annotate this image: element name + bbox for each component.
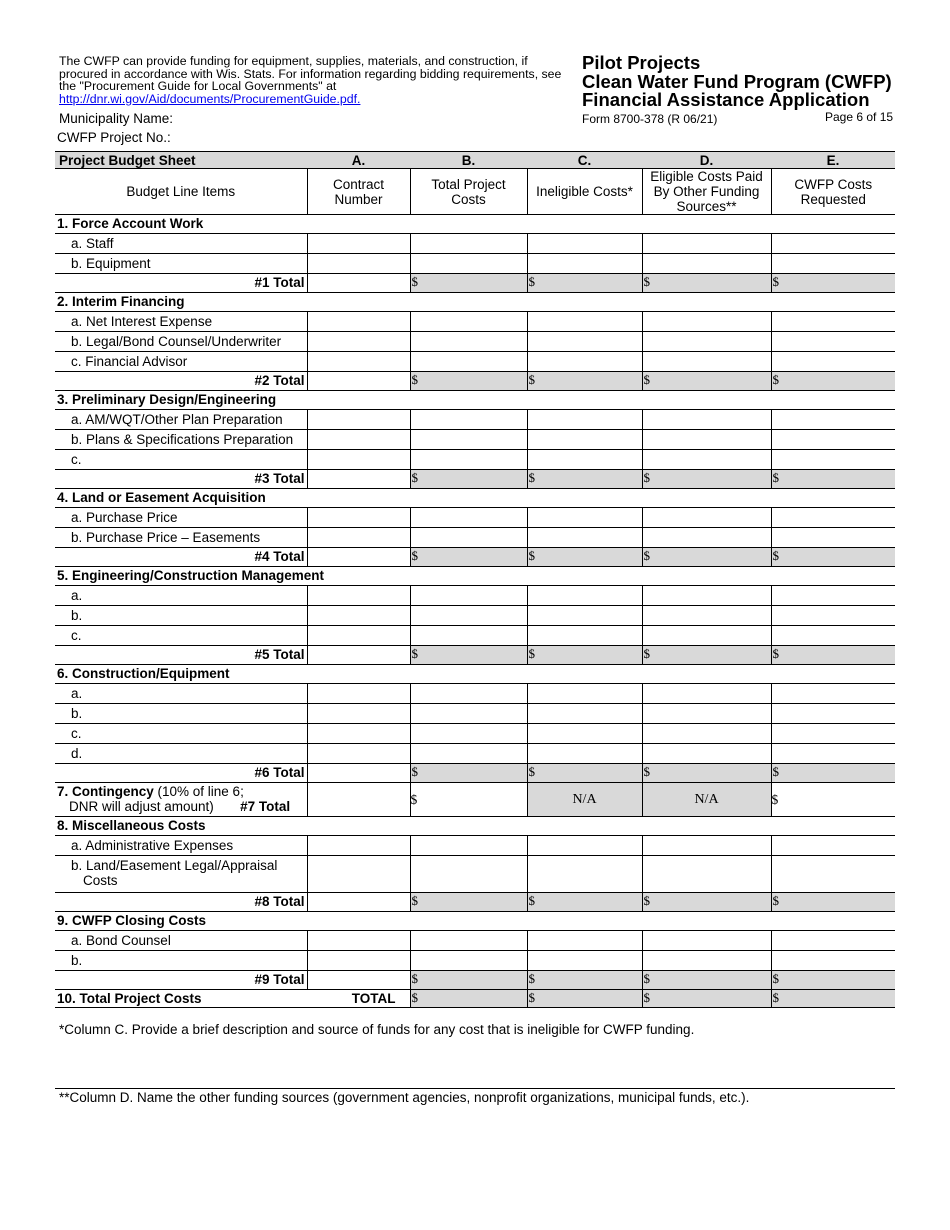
line-item-row: b. Land/Easement Legal/Appraisal Costs bbox=[55, 856, 895, 893]
section-8-row bbox=[55, 817, 895, 836]
total-row: #4 Total $ $ $ $ bbox=[55, 548, 895, 567]
line-item-row: c. bbox=[55, 450, 895, 470]
header-total-project-costs: Total Project Costs bbox=[410, 169, 527, 215]
line-item-row: c. bbox=[55, 626, 895, 646]
grand-total-cell[interactable]: $ bbox=[527, 990, 642, 1008]
section-6-row bbox=[55, 665, 895, 684]
header-eligible-costs-other: Eligible Costs Paid By Other Funding Sources** bbox=[642, 169, 771, 215]
total-cell[interactable]: $ bbox=[410, 764, 527, 783]
form-number: Form 8700-378 (R 06/21) bbox=[582, 112, 718, 126]
line-item-row: b. Plans & Specifications Preparation bbox=[55, 430, 895, 450]
line-item-row: a. bbox=[55, 684, 895, 704]
total-cell[interactable]: $ bbox=[527, 470, 642, 489]
total-cell[interactable]: $ bbox=[410, 470, 527, 489]
grand-total-cell[interactable]: $ bbox=[410, 990, 527, 1008]
total-cell[interactable]: $ bbox=[642, 548, 771, 567]
total-cell[interactable]: $ bbox=[642, 893, 771, 912]
total-cell[interactable]: $ bbox=[771, 893, 895, 912]
page-number: Page 6 of 15 bbox=[825, 110, 894, 124]
contingency-na-c: N/A bbox=[527, 783, 642, 817]
line-item-row: b. Equipment bbox=[55, 254, 895, 274]
procurement-guide-link[interactable]: http://dnr.wi.gov/Aid/documents/ProcurementGuide.pdf. bbox=[59, 91, 361, 106]
line-item-row: c. bbox=[55, 724, 895, 744]
section-title: 1. Force Account Work bbox=[55, 215, 895, 234]
total-cell[interactable]: $ bbox=[527, 971, 642, 990]
col-letter-a: A. bbox=[307, 152, 410, 169]
contingency-total-b[interactable]: $ bbox=[410, 783, 527, 817]
header-contract-number: Contract Number bbox=[307, 169, 410, 215]
section-title: 3. Preliminary Design/Engineering bbox=[55, 391, 895, 410]
col-letter-b: B. bbox=[410, 152, 527, 169]
line-item-row: a. Purchase Price bbox=[55, 508, 895, 528]
line-item-row: a. Administrative Expenses bbox=[55, 836, 895, 856]
total-cell[interactable]: $ bbox=[410, 646, 527, 665]
header-cwfp-costs-requested: CWFP Costs Requested bbox=[771, 169, 895, 215]
total-cell[interactable]: $ bbox=[527, 646, 642, 665]
total-cell[interactable]: $ bbox=[771, 548, 895, 567]
sheet-header-row bbox=[55, 152, 895, 169]
section-title: 4. Land or Easement Acquisition bbox=[55, 489, 895, 508]
total-cell[interactable]: $ bbox=[527, 548, 642, 567]
line-item-row: a. Net Interest Expense bbox=[55, 312, 895, 332]
total-cell[interactable]: $ bbox=[527, 893, 642, 912]
title-line-3: Financial Assistance Application bbox=[582, 89, 870, 110]
project-budget-table bbox=[55, 151, 895, 1008]
total-cell[interactable]: $ bbox=[771, 764, 895, 783]
col-letter-e: E. bbox=[771, 152, 895, 169]
total-row: #3 Total $ $ $ $ bbox=[55, 470, 895, 489]
grand-total-word: TOTAL bbox=[307, 990, 410, 1008]
total-cell[interactable]: $ bbox=[642, 764, 771, 783]
total-cell[interactable]: $ bbox=[642, 971, 771, 990]
title-line-1: Pilot Projects bbox=[582, 52, 701, 73]
section-4-row bbox=[55, 489, 895, 508]
total-cell[interactable]: $ bbox=[410, 372, 527, 391]
section-title: 8. Miscellaneous Costs bbox=[55, 817, 895, 836]
line-item-row: a. Staff bbox=[55, 234, 895, 254]
header-budget-line-items: Budget Line Items bbox=[55, 169, 307, 215]
col-letter-c: C. bbox=[527, 152, 642, 169]
grand-total-label: 10. Total Project Costs bbox=[55, 990, 307, 1008]
section-9-row bbox=[55, 912, 895, 931]
total-cell[interactable]: $ bbox=[771, 971, 895, 990]
header-ineligible-costs: Ineligible Costs* bbox=[527, 169, 642, 215]
title-line-2: Clean Water Fund Program (CWFP) bbox=[582, 70, 892, 92]
section-title: 9. CWFP Closing Costs bbox=[55, 912, 895, 931]
section-title: 6. Construction/Equipment bbox=[55, 665, 895, 684]
line-item-row: b. bbox=[55, 951, 895, 971]
section-title: 2. Interim Financing bbox=[55, 293, 895, 312]
total-cell[interactable]: $ bbox=[771, 646, 895, 665]
grand-total-row bbox=[55, 990, 895, 1008]
intro-paragraph bbox=[59, 55, 579, 105]
total-row: #6 Total $ $ $ $ bbox=[55, 764, 895, 783]
total-cell[interactable]: $ bbox=[527, 372, 642, 391]
contingency-total-e[interactable]: $ bbox=[771, 783, 895, 817]
sheet-title: Project Budget Sheet bbox=[55, 152, 307, 169]
municipality-name-field[interactable]: Municipality Name: bbox=[59, 111, 174, 126]
total-cell[interactable]: $ bbox=[410, 971, 527, 990]
total-cell[interactable]: $ bbox=[410, 548, 527, 567]
total-cell[interactable]: $ bbox=[527, 764, 642, 783]
section-title: 5. Engineering/Construction Management bbox=[55, 567, 895, 586]
column-header-row bbox=[55, 169, 895, 215]
section-3-row bbox=[55, 391, 895, 410]
intro-text: The CWFP can provide funding for equipment, supplies, materials, and construction, if procured in accordance with Wis. Stats. For information regarding bidding requirements, see the "Procurement Guide for Local Governments" at bbox=[59, 54, 562, 93]
grand-total-cell[interactable]: $ bbox=[642, 990, 771, 1008]
line-item-row: b. bbox=[55, 704, 895, 724]
line-item-row: d. bbox=[55, 744, 895, 764]
grand-total-cell[interactable]: $ bbox=[771, 990, 895, 1008]
total-cell[interactable]: $ bbox=[771, 274, 895, 293]
section-2-row bbox=[55, 293, 895, 312]
total-cell[interactable]: $ bbox=[642, 372, 771, 391]
col-letter-d: D. bbox=[642, 152, 771, 169]
total-cell[interactable]: $ bbox=[771, 372, 895, 391]
line-item-row: b. Purchase Price – Easements bbox=[55, 528, 895, 548]
total-cell[interactable]: $ bbox=[642, 646, 771, 665]
form-title bbox=[582, 54, 892, 110]
line-item-row: b. bbox=[55, 606, 895, 626]
total-cell[interactable]: $ bbox=[642, 274, 771, 293]
section-1-row bbox=[55, 215, 895, 234]
line-item-row: a. bbox=[55, 586, 895, 606]
section-5-row bbox=[55, 567, 895, 586]
line-item-row: a. Bond Counsel bbox=[55, 931, 895, 951]
line-item-row: b. Legal/Bond Counsel/Underwriter bbox=[55, 332, 895, 352]
total-cell[interactable]: $ bbox=[642, 470, 771, 489]
total-row: #2 Total $ $ $ $ bbox=[55, 372, 895, 391]
footnote-divider bbox=[55, 1088, 895, 1089]
contingency-label: 7. Contingency (10% of line 6; DNR will adjust amount) #7 Total bbox=[55, 783, 307, 817]
total-row: #1 Total $ $ $ $ bbox=[55, 274, 895, 293]
total-row: #5 Total $ $ $ $ bbox=[55, 646, 895, 665]
footnote-column-d: **Column D. Name the other funding sources (government agencies, nonprofit organizations, municipal funds, etc.). bbox=[59, 1090, 750, 1105]
total-cell[interactable]: $ bbox=[410, 274, 527, 293]
section-7-contingency-row bbox=[55, 783, 895, 817]
footnote-column-c: *Column C. Provide a brief description and source of funds for any cost that is ineligible for CWFP funding. bbox=[59, 1022, 695, 1037]
contingency-na-d: N/A bbox=[642, 783, 771, 817]
line-item-row: a. AM/WQT/Other Plan Preparation bbox=[55, 410, 895, 430]
total-row: #8 Total $ $ $ $ bbox=[55, 893, 895, 912]
total-cell[interactable]: $ bbox=[410, 893, 527, 912]
total-row: #9 Total $ $ $ $ bbox=[55, 971, 895, 990]
line-item-row: c. Financial Advisor bbox=[55, 352, 895, 372]
total-cell[interactable]: $ bbox=[771, 470, 895, 489]
project-number-field[interactable]: CWFP Project No.: bbox=[57, 130, 171, 145]
total-cell[interactable]: $ bbox=[527, 274, 642, 293]
